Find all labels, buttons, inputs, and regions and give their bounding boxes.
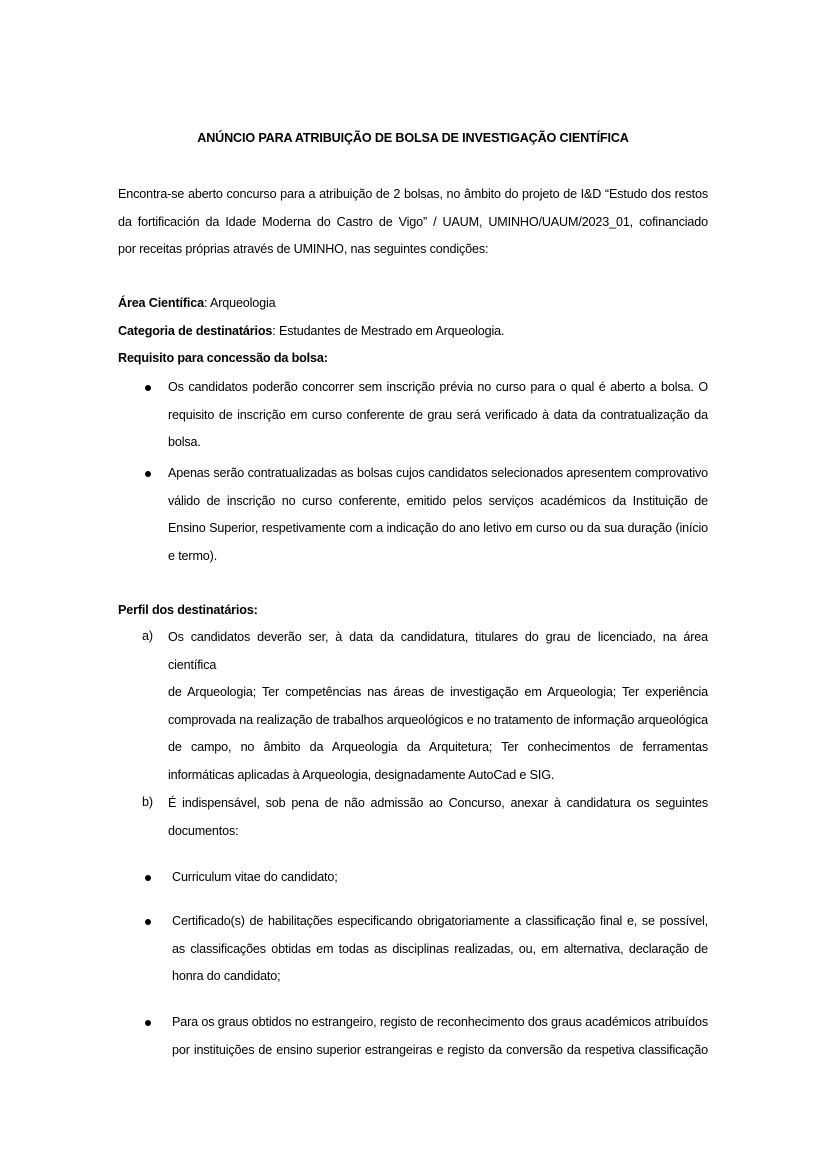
- text-line: Os candidatos poderão concorrer sem inscrição prévia no curso para o qual é aberto a bolsa. O: [168, 380, 708, 394]
- text-line: É indispensável, sob pena de não admissão ao Concurso, anexar à candidatura os seguintes: [168, 796, 708, 810]
- bullet-icon: [145, 471, 151, 477]
- text-line: as classificações obtidas em todas as disciplinas realizadas, ou, em alternativa, declaração de: [172, 941, 708, 956]
- text-line: Apenas serão contratualizadas as bolsas cujos candidatos selecionados apresentem comprovativo: [168, 466, 708, 480]
- text-line: e termo).: [168, 548, 218, 563]
- text-line: Certificado(s) de habilitações especificando obrigatoriamente a classificação final e, se possível,: [172, 914, 708, 928]
- intro-line: da fortificación da Idade Moderna do Castro de Vigo” / UAUM, UMINHO/UAUM/2023_01, cofinanciado: [118, 214, 708, 229]
- text-line: Os candidatos deverão ser, à data da candidatura, titulares do grau de licenciado, na área científica: [168, 630, 708, 672]
- text-line: de Arqueologia; Ter competências nas áreas de investigação em Arqueologia; Ter experiência: [168, 685, 708, 699]
- area-value: : Arqueologia: [203, 296, 276, 310]
- text-line: por instituições de ensino superior estrangeiras e registo da conversão da respetiva classificação: [172, 1042, 708, 1057]
- bullet-icon: [145, 919, 151, 925]
- intro-line: por receitas próprias através de UMINHO, nas seguintes condições:: [118, 242, 489, 256]
- bullet-icon: [145, 1020, 151, 1026]
- bullet-icon: [145, 385, 151, 391]
- list-item-text: [168, 460, 708, 570]
- area-label: Área Científica: [118, 296, 204, 310]
- categoria-value: : Estudantes de Mestrado em Arqueologia.: [272, 324, 505, 338]
- text-line: válido de inscrição no curso conferente, emitido pelos serviços académicos da Instituição de: [168, 493, 708, 508]
- text-line: de campo, no âmbito da Arqueologia da Arquitetura; Ter conhecimentos de ferramentas: [168, 740, 708, 754]
- intro-paragraph: [118, 181, 708, 264]
- list-marker: b): [142, 795, 153, 809]
- requisito-heading: Requisito para concessão da bolsa:: [118, 351, 328, 365]
- text-line: Curriculum vitae do candidato;: [172, 870, 338, 884]
- text-line: Para os graus obtidos no estrangeiro, registo de reconhecimento dos graus académicos atribuídos: [172, 1015, 708, 1029]
- list-item-text: [168, 624, 708, 789]
- list-item-text: [172, 908, 708, 991]
- perfil-heading: Perfil dos destinatários:: [118, 603, 258, 617]
- text-line: documentos:: [168, 823, 239, 838]
- list-item-text: [168, 374, 708, 457]
- list-item-text: [172, 864, 708, 892]
- text-line: comprovada na realização de trabalhos arqueológicos e no tratamento de informação arqueológica: [168, 712, 708, 727]
- area-field: [118, 293, 276, 313]
- categoria-field: [118, 321, 504, 341]
- text-line: bolsa.: [168, 435, 201, 449]
- page-title: ANÚNCIO PARA ATRIBUIÇÃO DE BOLSA DE INVESTIGAÇÃO CIENTÍFICA: [197, 131, 629, 145]
- categoria-label: Categoria de destinatários: [118, 324, 273, 338]
- text-line: Ensino Superior, respetivamente com a indicação do ano letivo em curso ou da sua duração (início: [168, 521, 708, 535]
- intro-line: Encontra-se aberto concurso para a atribuição de 2 bolsas, no âmbito do projeto de I&D “Estudo dos restos: [118, 187, 708, 201]
- text-line: informáticas aplicadas à Arqueologia, designadamente AutoCad e SIG.: [168, 767, 555, 782]
- text-line: requisito de inscrição em curso conferente de grau será verificado à data da contratualização da: [168, 407, 708, 422]
- bullet-icon: [145, 875, 151, 881]
- list-marker: a): [142, 629, 153, 643]
- list-item-text: [168, 790, 708, 845]
- text-line: honra do candidato;: [172, 969, 281, 983]
- list-item-text: [172, 1009, 708, 1064]
